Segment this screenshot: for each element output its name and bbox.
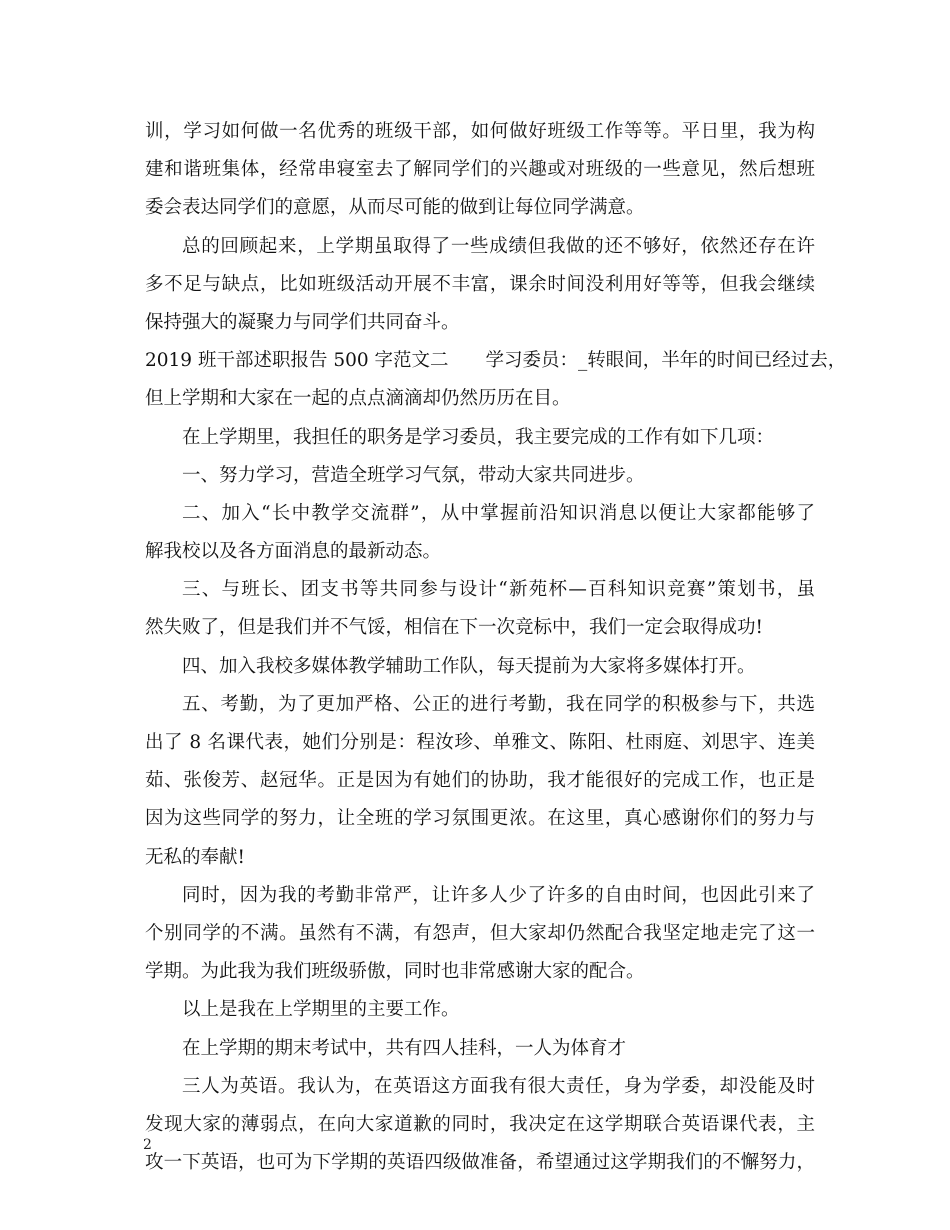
body-text-line: 以上是我在上学期里的主要工作。 bbox=[182, 999, 460, 1021]
body-text-line: 解我校以及各方面消息的最新动态。 bbox=[145, 541, 442, 563]
body-text-line: 在上学期的期末考试中，共有四人挂科，一人为体育才 bbox=[182, 1037, 627, 1059]
body-text-line: 因为这些同学的努力，让全班的学习氛围更浓。在这里，真心感谢你们的努力与 bbox=[145, 808, 815, 830]
body-text-line: 五、考勤，为了更加严格、公正的进行考勤，我在同学的积极参与下，共选 bbox=[182, 693, 815, 715]
body-text-line: 学期。为此我为我们班级骄傲，同时也非常感谢大家的配合。 bbox=[145, 961, 645, 983]
body-text-line: 三人为英语。我认为，在英语这方面我有很大责任，身为学委，却没能及时 bbox=[182, 1075, 815, 1097]
body-text-line: 无私的奉献! bbox=[145, 846, 245, 868]
body-text-line: 但上学期和大家在一起的点点滴滴却仍然历历在目。 bbox=[145, 388, 571, 410]
body-text-line: 然失败了，但是我们并不气馁，相信在下一次竞标中，我们一定会取得成功! bbox=[145, 617, 763, 639]
body-text-line: 多不足与缺点，比如班级活动开展不丰富，课余时间没利用好等等，但我会继续 bbox=[145, 273, 815, 295]
body-text-line: 训，学习如何做一名优秀的班级干部，如何做好班级工作等等。平日里，我为构 bbox=[145, 121, 815, 142]
body-text-line: 在上学期里，我担任的职务是学习委员，我主要完成的工作有如下几项： bbox=[182, 426, 775, 448]
body-text-line: 一、努力学习，营造全班学习气氛，带动大家共同进步。 bbox=[182, 464, 645, 486]
body-text-line: 三、与班长、团支书等共同参与设计“新苑杯—百科知识竞赛”策划书，虽 bbox=[182, 579, 815, 601]
body-text-line: 个别同学的不满。虽然有不满，有怨声，但大家却仍然配合我坚定地走完了这一 bbox=[145, 922, 815, 944]
body-text-line: 总的回顾起来，上学期虽取得了一些成绩但我做的还不够好，依然还存在许 bbox=[182, 235, 815, 257]
body-text-line: 建和谐班集体，经常串寝室去了解同学们的兴趣或对班级的一些意见，然后想班 bbox=[145, 159, 815, 181]
body-text-line: 攻一下英语，也可为下学期的英语四级做准备，希望通过这学期我们的不懈努力， bbox=[145, 1152, 815, 1174]
body-text-line: 委会表达同学们的意愿，从而尽可能的做到让每位同学满意。 bbox=[145, 197, 645, 219]
body-text-line: 同时，因为我的考勤非常严，让许多人少了许多的自由时间，也因此引来了 bbox=[182, 884, 815, 906]
body-text-line: 2019 班干部述职报告 500 字范文二 学习委员：_转眼间，半年的时间已经过去， bbox=[145, 350, 847, 372]
page-number: 2 bbox=[143, 1137, 152, 1153]
document-body bbox=[145, 113, 847, 1182]
body-text-line: 保持强大的凝聚力与同学们共同奋斗。 bbox=[145, 311, 460, 333]
body-text-line: 出了 8 名课代表，她们分别是：程汝珍、单雅文、陈阳、杜雨庭、刘思宇、连美 bbox=[145, 732, 815, 753]
body-text-line: 二、加入“长中教学交流群”，从中掌握前沿知识消息以便让大家都能够了 bbox=[182, 502, 815, 524]
body-text-line: 茹、张俊芳、赵冠华。正是因为有她们的协助，我才能很好的完成工作，也正是 bbox=[145, 770, 815, 792]
body-text-line: 发现大家的薄弱点，在向大家道歉的同时，我决定在这学期联合英语课代表，主 bbox=[145, 1113, 815, 1135]
body-text-line: 四、加入我校多媒体教学辅助工作队，每天提前为大家将多媒体打开。 bbox=[182, 655, 756, 677]
